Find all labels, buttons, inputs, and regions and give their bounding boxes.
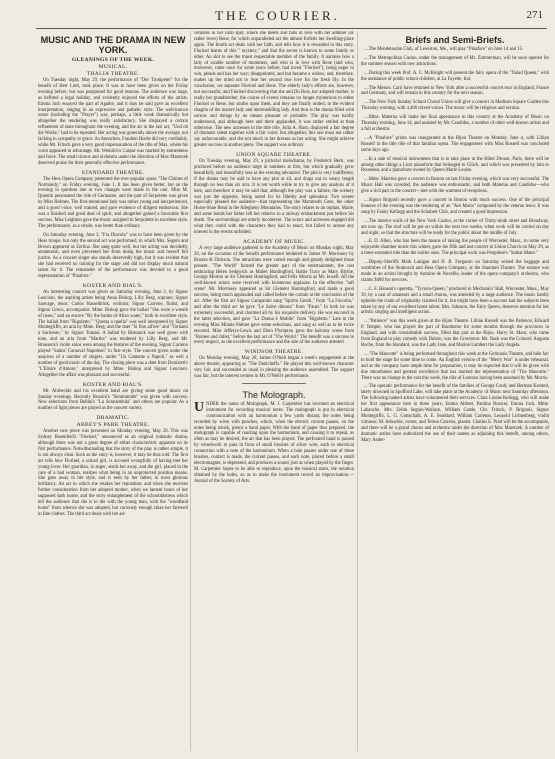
brief-item: ....Signor Brignoli recently gave a concert in Boston with much success. One of the principal features of the evening was the rendering of an "Ave Maria" composed by the veteran tenor. It was sung by Fanny Kellogg and the Schubert Club, and created a good impression.: [361, 198, 549, 215]
brief-item: ....Deputy-Sheriffs Mark Lanigan and H. B. Furgason on Saturday seized the baggage and wardrobes of the Strakosch and Hess Opera Company, at the Standard Theatre. The seizure was made in an action brought by Antoine de Novellis, leader of the opera company's orchestra, who claims $480 for services.: [361, 260, 549, 283]
article-paragraph: On Saturday evening, June 2, "Fra Diavolo" was to have been given by the Hess troupe, but only the second act was performed, in which Mrs. Seguin and Brown appeared as Zerlina. She sang quite well, but her acting was decidedly amateurish, and even prevented her from doing the music and herself full justice. As a concert singer she stands deservedly high, but it was evident that she had received no training for the stage and did not display much natural talent for it. The remainder of the performance was devoted to a good representation of "Pinafore.": [38, 232, 188, 280]
brief-item: ....The Messrs. Carri have returned to New York after a successful concert tour in England, France and Germany, and will remain in this country for the next season.: [361, 85, 549, 97]
brief-item: ....In a sale of musical instruments that is to take place at the Hôtel Drouot, Paris, there will be among other things a Liszt pianoforte that belonged to Glück, and which was presented by him to Rousseau, and a pianoforte owned by Queen Marie Louise.: [361, 156, 549, 174]
column-left: [38, 31, 188, 751]
brief-item: ...."The Mascotte" is being performed throughout this week at the Germania Theatre, and bids fair to hold the stage for some time to come. An English version of the "Merry War" is under rehearsal, and as the company have ample time for preparation, it may be expected that it will be given with due smoothness and general excellence that has marked the representation of "The Mascotte." There was no change in the cast this week, the rôle of Lorenzo having been assumed by Mr. Morris.: [361, 351, 549, 381]
article-paragraph: On Tuesday night, May 29, the performance of "Der Trompeter" for the benefit of Herr Lotti, took place. It was to have been given on the Friday evening before, but was postponed for good reasons. The audience was large, as befitted a legal holiday, and evidently enjoyed the efforts of the artists. Emma Juch essayed the part of Agathe, and it may be said gave an excellent interpretation, singing in an expressive and pathetic style. The well-known scene (including the "Prayer") was, perhaps, a little weak dramatically but altogether the rendering was really satisfactory. She displayed a certain refinement of taste throughout the evening, and the air in the last act, "Und ob die Wolke," had to be repeated. Her acting was generally above the average, not lacking in sympathy or grace. As Aennchen, Fraulein Horde did very creditably, while Mr. Fritsch gave a very good impersonation of the title of Max, where his voice appeared to advantage. Mr. Weinlich's Caspar was marked by earnestness and force. The small chorus and orchestra under the direction of Max Maretzek deserved praise for their generally effective performance.: [38, 78, 188, 166]
subhead: UNION SQUARE THEATRE.: [236, 152, 312, 159]
column-right: [361, 31, 549, 751]
subhead: KOSTER AND BIAL'S.: [82, 283, 144, 289]
subhead: MUSICAL.: [98, 64, 128, 70]
brief-item: ....The New York Sunday School Choral Union will give a concert in Madison Square Garden this Thursday evening, with 4,400 mixed voices. The music will be religious and secular.: [361, 100, 549, 112]
page-header: [0, 0, 555, 30]
article-paragraph: Another new piece was presented on Monday evening, May 28. This was Sydney Rosenfeld's "Florinel," announced as an original romantic drama, although there was not a great degree of either characteristic apparent on its first performance. Notwithstanding that the story of the play is rather simple, it is not always clear. Such as the story is, however, it may be thus told. The first act tells how Florinel, a school girl, is accused wrongfully of having met her young lover. Her guardian, in anger, sends her away, and the girl, placed in the care of a bad woman, realizes what being in an unprotected position means. She goes away in her style, and is seen by her father, in most glorious brilliancy. An act in which she retakes her reputation; and when she receives further consideration from her adopted mother, when we lament hours of her supposed dark home, and the story entanglement of the schoolmistress which tell the audience that she is to die with the young man, with the "woodland home" from whence she was adopted, but curiously enough takes her farewell in fine clothes. The third act deals with her ad-: [38, 429, 188, 517]
section-title: The Molograph.: [242, 389, 306, 400]
subhead: ACADEMY OF MUSIC.: [242, 238, 306, 245]
subhead: DRAMATIC.: [96, 415, 130, 422]
subhead: THALIA THEATRE.: [86, 71, 140, 77]
article-text: NDER the name of Molograph, M. J. Carpentier has invented an electrical instrument for recording musical notes. The molograph is put in electrical communication with an harmonium a few yards distant, the notes being recorded by wires with punches, which, when the electric current passes, on the notes being struck, pierce a band paper. With the band of paper thus prepared, the molograph is capable of reacting upon the harmonium, and causing it to repeat, as often as may be desired, the air that has been played. The perforated band is passed by wheelwork to pass in front of small brushes of silver wire, each in electrical connection with a note of the harmonium. When a hole passes under one of these brushes, contact is made, the current passes, and each note, placed before a small electromagnet, is depressed, and produces a sound, just as when played by the finger. M. Carpentier hopes to be able to reproduce, upon the musical stave, the notation obtained by the holes, so as to make the instrument record an improvisation.—Journal of the Society of Arts.: [194, 401, 354, 484]
subhead: WINDSOR THEATRE.: [244, 349, 304, 356]
column-divider: [190, 31, 191, 751]
brief-item: ....The Mendelssohn Club, of Lewiston, Me., will play "Pinafore" on June 14 and 15.: [364, 47, 524, 52]
brief-item: ...."Patience" was this week given at the Bijou Theatre. Lillian Russell was the Patience; Edward P. Temple, who has played the part of Bunthorne for some months through the provinces in England, and with considerable success, filled that part at the Bijou. Harry St. Maur, who came from England to play comedy with Dolaro, was the Grosvenor. Mr. Nash was the Colonel; Augusta Roche, from the Standard, was the Lady Jane, and Marion Lambert the Lady Angela.: [361, 319, 549, 348]
section-title: MUSIC AND THE DRAMA IN NEW YORK.: [40, 35, 186, 55]
header-rule: [36, 28, 547, 29]
subhead: GLEANINGS OF THE WEEK.: [71, 57, 155, 63]
brief-item: ....Mme. Materna will make her final appearance in this country at the Academy of Music on Thursday evening, June 14, and assisted by Mr. Candidus, a number of other well-known artists and a full orchestra.: [361, 115, 549, 132]
article-paragraph: [194, 399, 354, 485]
subhead: KOSTER AND BIAL'S.: [82, 381, 144, 388]
article-paragraph: An interesting concert was given on Saturday evening, June 2, by Signor Lencioni, the aspiring artists being Anna Bishop, Lilly Berg, soprano; Signor Sauvage, tenor; Carlos Hasselbrink, violinist; Signor Carreno, flutist, and Signor Greco, accompanist. Mme. Bishop gave the ballad "She wore a wreath of roses," and an encore "By the banks of Allan water," both in excellent style. The ballad from "Rigoletto," "Questa o quella" was well interpreted by Signor Montegriffo, an aria by Mme. Berg, and the duet "Si fino all'ore" and "Tornami a Surriento," by Signor Tomasi. A ballad by Bismarck was well given with tone, and an aria from "Martha" was rendered by Lilly Berg, and Mr. Brouseck's violin solos were among the features of the evening. Signor Carreno played "Saints' Carnaval Napoleon" in fine style. The concert given under the auspices of a number of singers, under "Un Cantante a Napoli," as well a number of good music of the day. The closing piece was a duet from Donizetti's "L'Elisire d'Amore," interpreted by Mme. Bishop and Signor Lencioni. Altogether the affair was pleasant and successful.: [38, 290, 188, 378]
page-number: 271: [526, 9, 543, 21]
column-middle: [194, 31, 354, 751]
subhead: STANDARD THEATRE.: [81, 169, 145, 176]
brief-item: ....During this week Prof. A. C. McKnight will present the fairy opera of the "Naiad Queen," with the assistance of public school children, at La Fayette, Ind.: [361, 70, 549, 82]
brief-item: ....A "Pinafore" prizes was inaugurated at the Bijou Theatre on Monday, June 4, with Lillian Russell in the title rôle of that familiar opera. The engagement with Miss Russell was concluded some days ago.: [361, 135, 549, 153]
column-divider: [357, 31, 358, 751]
drop-cap: U: [194, 399, 205, 415]
divider: [242, 383, 306, 384]
article-paragraph: A very large audience gathered in the Academy of Music on Monday night, May 28, on the occasion of the benefit performance tendered to James W. Morrissey by Brooks & Dickson. The attractions were varied enough and greatly delighted those present. "The World" formed the greater part of the entertainment, the cast embracing Helen Sedgwick as Mabel Huntingford, Hattie Tracy as Mary Blythe, George Morton as Sir Clement Huntingford, and Felix Morris as Mr. Jewell. All the well-known actors were received with boisterous applause. In the effective "raft scene" Mr. Morrissey appeared as Sir Clement Huntingford, and made a good success, being much applauded and called before the curtain at the conclusion of the act. After the first act Signor Campanini sang "Spirito Gentil," from "La Favorita," and after the third act he gave "Le Salve dimora" from "Faust." In both he was extremely successful, and charmed all by his exquisite delivery. He was encored in the latter selection, and gave "La Donna è Mobile" from "Rigoletto." Late in the evening Miss Minnie Palmer gave some selections, and sang as well as to be twice encored. Miss Jefferys-Lewis and Eben Plympton gave the balcony scene from "Romeo and Juliet," before the last act of "The World." The benefit was a success in every respect, as the excellent performance and the size of the audience attested.: [194, 245, 354, 346]
subhead: ABBEY'S PARK THEATRE.: [76, 422, 150, 429]
article-paragraph: On Monday evening, May 28, James O'Neill began a week's engagement at the above theatre, appearing as "The Danicheffs." He played this well-known character very fair, and succeeded as usual in pleasing the audience assembled. The support was fair, but the interest centres in Mr. O'Neill's performance.: [194, 356, 354, 380]
article-paragraph: On Tuesday evening, May 29, a pictorial melodrama, by Frederick Beck, was produced before an audience large in numbers at first, but which gradually grew beautifully and beautifully less as the evening advanced. The plot is very indifferent, if the drama may be said to have any plot at all, and drags out in weary length through no less than six acts. It is not worth while to try to give any analysis of it here, and therefore it may be said that, although the play was a failure, the scenery was just the opposite, being noted for its fidelity and splendour. Two scenes especially pleased the audience—that representing the Mammoth Cave, the other Horse-Shoe Bend in the Allegheny Mountains. The story relates to an orphan, Marie, and some bonds her father left her relative to a railway embankment just before his death. The surroundings are utterly incoherent. The actors and actresses engaged did what they could with the characters they had to enact, but failed to arouse any interest in the events unfolded.: [194, 159, 354, 235]
section-title: Briefs and Semi-Briefs.: [405, 35, 505, 45]
newspaper-title: THE COURIER.: [215, 8, 340, 23]
brief-item: ....The Metropolitan Casino, under the management of Mr. Zimmerman, will be soon opened for the summer season with new attractions.: [361, 55, 549, 67]
brief-item: ....E. D. Allen, who has been the means of raising the people of Worcester, Mass., to some very enjoyable chamber music this winter, gave the fifth and last concert in Union Church on May 29, as a mere extended rule than the earlier ones. The principal work was Pergolese's "Stabat Mater.": [361, 239, 549, 257]
brief-item: ....The operatic performance for the benefit of the families of George Conly and Herman Kersted, lately drowned in Spofford Lake, will take place at the Academy of Music next Saturday afternoon. The following named artists have volunteered their services: Clara Louise Kellogg, who will make her first appearance here in three years; Emma Abbott, Paolina Rossini, Emma Juch, Mme. Labanche, Mrs. Zelda Seguin-Wallace, William Castle, Chr. Fritsch, P. Brignoli, Signor Montegriffo, L. G. Gottschalk, A. E. Stoddard, William Carleton, Leopold Lichtenberg, violin virtuoso; M. Arbuckle, cornet, and Teresa Carreno, pianist. Charles E. Pratt will be the accompanist, and there will be a grand chorus and orchestra under the direction of Max Maretzek. A number of dramatic artists have authorized the use of their names as adjoining this benefit, among others, Mary Ander-: [361, 384, 549, 443]
brief-item: ....C. F. Hanson's operetta, "Tycoon-Queen," produced in Mechanics' Hall, Worcester, Mass., May 30, by a cast of amateurs and a small chorus, was attended by a large audience. The music hardly upholds the claim of originality claimed for it, but might have been a success had the subjects been taken by any of our excellent home talent. Mrs. Johnson, the Fairy Queen, deserves mention for her artistic singing and intelligent action.: [361, 286, 549, 316]
article-paragraph: The Hess Opera Company presented the ever-popular opera "The Chimes of Normandy," on Friday evening, June 1. It has been given better, but on the evening in question one or two changes were made in the cast. Miss M. Quentin personated the rôle of Germaine, and the part of Serpolette was given by Miss Holmes. The first-mentioned lady was rather young and inexperienced, and a good voice, well trained, and gave evidence of diligent endeavour. She was a finished and good deal of spirit, and altogether gained a favorable first success. Miss Leighton gave the music assigned to Serpolette in excellent style. The performance, as a whole, was better than ordinary.: [38, 176, 188, 229]
brief-item: ....Mme. Materna gave a concert in Boston on last Friday evening, which was very successful. The Music Hall was crowded, the audience was enthusiastic, and both Materna and Candidus—who give a rich part in the concert—met with the warmest of receptions.: [361, 177, 549, 195]
article-paragraph: Mr. Ahrbeckle and his excellent band are giving some good music on Sunday evenings. Recently Rossini's "Semiramide" was given with success. New selections from Bellini's "La Sonnambula" and others are popular. As a number of light pieces are played as the concert variety.: [38, 388, 188, 412]
brief-item: ....The interior walls of the New York Casino, at the corner of Thirty-ninth street and Broadway, are now up. The roof will be put on within the next two weeks, when work will be carried on day and night, so that the structure will be ready for the public about the middle of July.: [361, 218, 549, 236]
article-paragraph: ventures in her rural spot, where she meets and falls in love with her admirer (or rather lover) Rene, for which unparalleled act the almost forfeits her dwelling-place again. The fourth act deals with her faith, and tells how it is rewarded in this story. Florinel learns of this " mystery," and that the secret is known to some family or other. An skit to see the truest respectable member of the family. It narrates how a lady of sizable number of mummers, and who is in love with Rene (and who, moreover, came once for some years before, had loved "Florinel"), being eager to win, pleads and has her way; disappointed, and but became a widow, and, therefore, makes up her mind not to lose her second true love for the fresh lily. In the conclusion, we separate Florinel and Rene. The elderly lady's efforts are, however, not successful, and Florinel discovering that she and Du Bois, her adopted mother, is really her grandmother, the course of events remains no longer mysterious to either Florinel or Rene, but smiles upon them, and they are finally united, to the evident chagrin of the mature lady and intermeddling lady. And thus is the drama filled with sorrow and doings by no means pleasant or probable. The play was hardly understood, and although here and there applauded, it was rather smiled at than otherwise. The new actresses in the title rôle, Julia A. Hunt, displayed a fair degree of dramatic talent together with a fair voice; but altogether, this one must not rather say unfavourable, and she not much in her dresses as her acting. She might achieve greater success in another piece. The support was ordinary.: [194, 31, 354, 149]
